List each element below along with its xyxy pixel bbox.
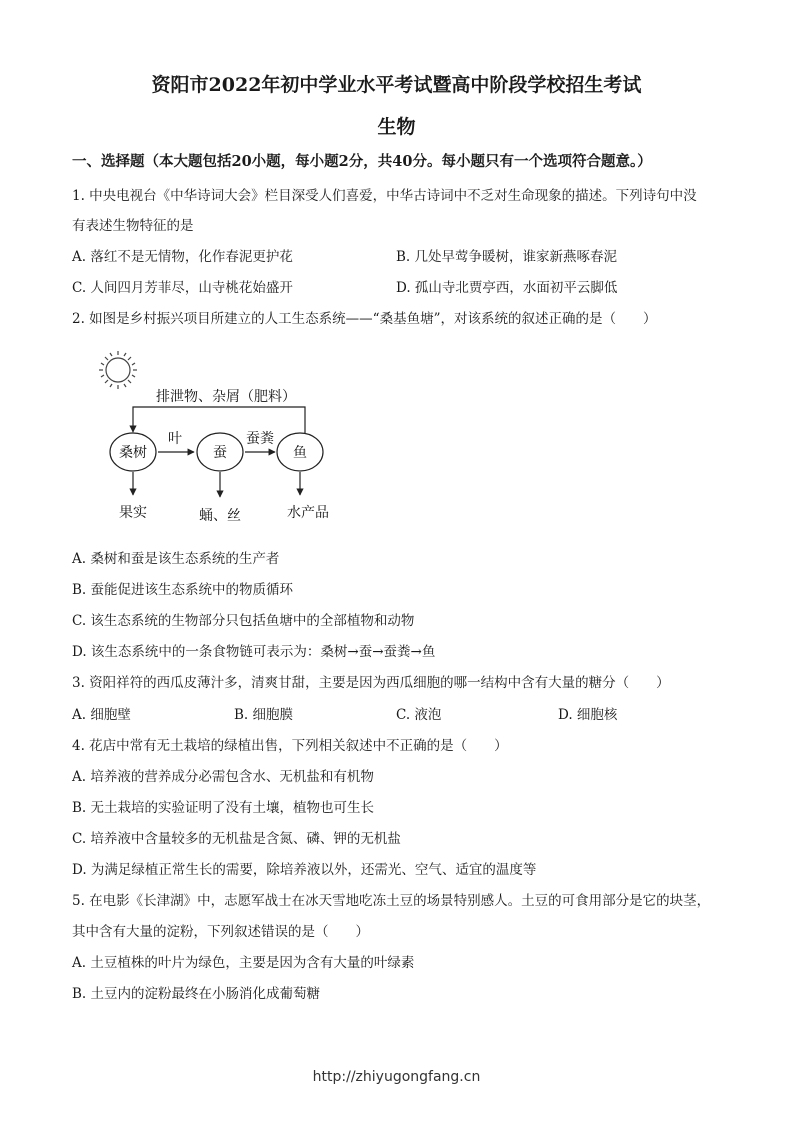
- q4-option-b: B. 无土栽培的实验证明了没有土壤，植物也可生长: [72, 800, 375, 816]
- q4-option-c: C. 培养液中含量较多的无机盐是含氮、磷、钾的无机盐: [72, 831, 401, 847]
- q5-option-a: A. 土豆植株的叶片为绿色，主要是因为含有大量的叶绿素: [72, 955, 415, 971]
- q1-stem-line1: 1. 中央电视台《中华诗词大会》栏目深受人们喜爱，中华古诗词中不乏对生命现象的描述。下列诗句中没: [72, 188, 697, 204]
- q1-option-c: C. 人间四月芳菲尽，山寺桃花始盛开: [72, 280, 293, 296]
- q3-option-b: B. 细胞膜: [234, 707, 294, 723]
- q1-option-b: B. 几处早莺争暖树，谁家新燕啄春泥: [396, 249, 618, 265]
- node-mulberry-label: 桑树: [119, 445, 147, 461]
- q3-option-d: D. 细胞核: [558, 707, 618, 723]
- q3-stem: 3. 资阳祥符的西瓜皮薄汁多，清爽甘甜，主要是因为西瓜细胞的哪一结构中含有大量的糖分（ ）: [72, 675, 670, 691]
- q5-stem-line1: 5. 在电影《长津湖》中，志愿军战士在冰天雪地吃冻土豆的场景特别感人。土豆的可食用部分是它的块茎，: [72, 893, 711, 909]
- q1-option-d: D. 孤山寺北贾亭西，水面初平云脚低: [396, 280, 618, 296]
- q5-option-b: B. 土豆内的淀粉最终在小肠消化成葡萄糖: [72, 986, 321, 1002]
- node-silkworm-label: 蚕: [213, 445, 227, 461]
- q2-stem: 2. 如图是乡村振兴项目所建立的人工生态系统——“桑基鱼塘”，对该系统的叙述正确的是（ ）: [72, 311, 657, 327]
- sun-icon: [99, 351, 137, 389]
- subject-title: 生物: [377, 116, 416, 138]
- q3-option-a: A. 细胞壁: [72, 707, 131, 723]
- q5-stem-line2: 其中含有大量的淀粉，下列叙述错误的是（ ）: [72, 924, 369, 940]
- q2-option-d: D. 该生态系统中的一条食物链可表示为：桑树→蚕→蚕粪→鱼: [72, 644, 436, 660]
- output-aquatic-products: 水产品: [287, 505, 329, 521]
- q4-stem: 4. 花店中常有无土栽培的绿植出售，下列相关叙述中不正确的是（ ）: [72, 738, 508, 754]
- q4-option-a: A. 培养液的营养成分必需包含水、无机盐和有机物: [72, 769, 374, 785]
- q1-option-a: A. 落红不是无情物，化作春泥更护花: [72, 249, 293, 265]
- exam-title: 资阳市2022年初中学业水平考试暨高中阶段学校招生考试: [151, 74, 642, 96]
- feedback-label: 排泄物、杂屑（肥料）: [156, 389, 296, 405]
- q2-option-a: A. 桑树和蚕是该生态系统的生产者: [72, 551, 280, 567]
- q1-stem-line2: 有表述生物特征的是: [72, 218, 194, 234]
- output-fruit: 果实: [119, 505, 147, 521]
- node-fish-label: 鱼: [293, 445, 307, 461]
- arrow-leaf-label: 叶: [168, 431, 182, 447]
- section-heading: 一、选择题（本大题包括20小题，每小题2分，共40分。每小题只有一个选项符合题意。）: [72, 153, 652, 170]
- q2-option-c: C. 该生态系统的生物部分只包括鱼塘中的全部植物和动物: [72, 613, 415, 629]
- sangji-fishpond-diagram: [90, 345, 360, 530]
- arrow-dung-label: 蚕粪: [246, 431, 274, 447]
- output-pupa-silk: 蛹、丝: [199, 508, 241, 524]
- q2-option-b: B. 蚕能促进该生态系统中的物质循环: [72, 582, 294, 598]
- q3-option-c: C. 液泡: [396, 707, 442, 723]
- footer-url[interactable]: http://zhiyugongfang.cn: [312, 1069, 481, 1085]
- q4-option-d: D. 为满足绿植正常生长的需要，除培养液以外，还需光、空气、适宜的温度等: [72, 862, 537, 878]
- feedback-arrow: [133, 407, 305, 434]
